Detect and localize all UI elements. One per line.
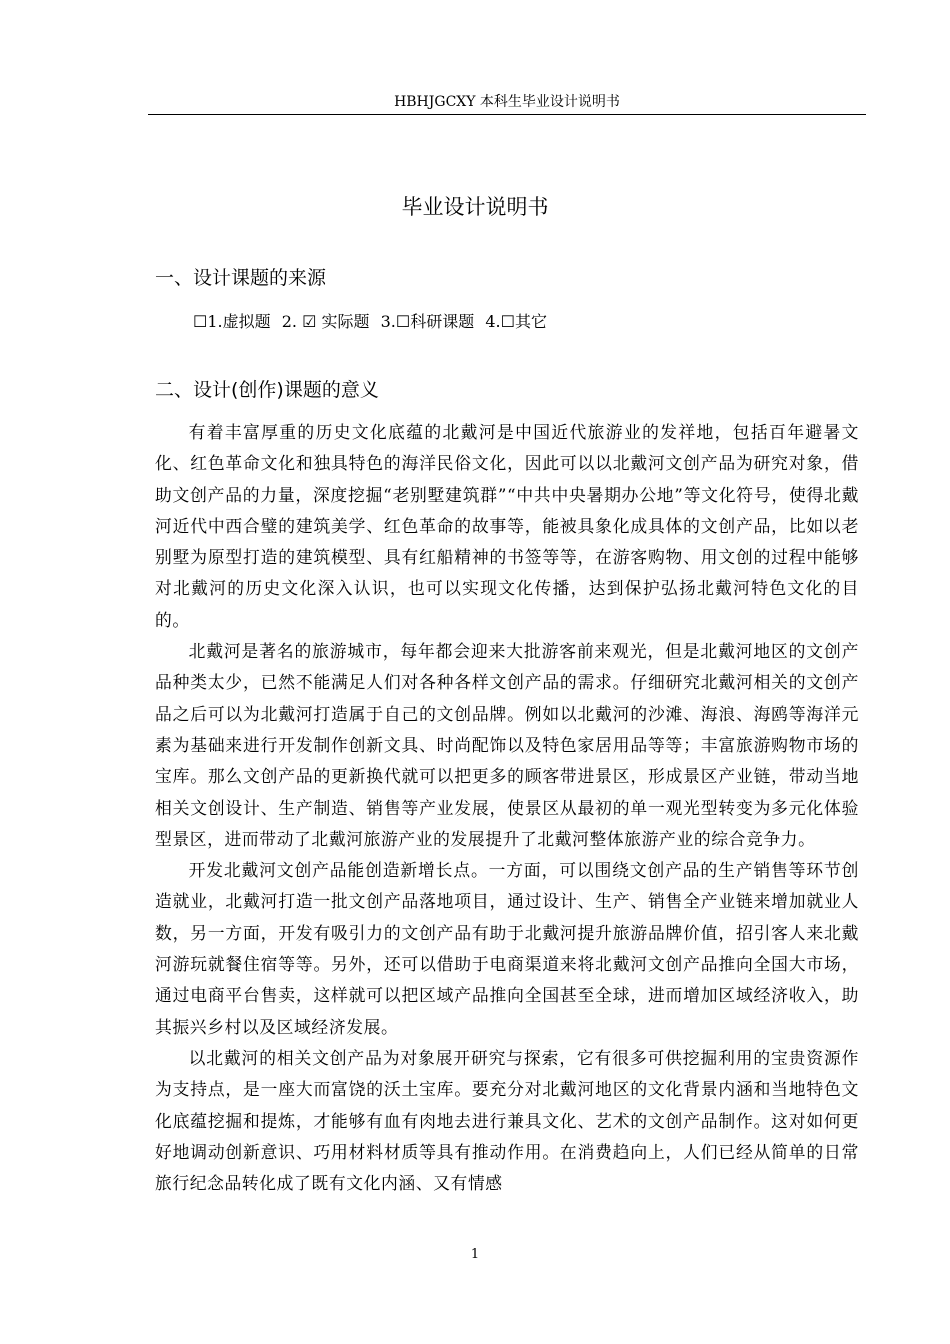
header-text: HBHJGCXY 本科生毕业设计说明书 bbox=[394, 94, 620, 110]
section-heading-significance: 二、设计(创作)课题的意义 bbox=[155, 379, 379, 401]
option-other: 4.☐其它 bbox=[485, 312, 547, 331]
paragraph-2: 北戴河是著名的旅游城市，每年都会迎来大批游客前来观光，但是北戴河地区的文创产品种类太少，已然不能满足人们对各种各样文创产品的需求。仔细研究北戴河相关的文创产品之后可以为北戴河打造属于自己的文创品牌。例如以北戴河的沙滩、海浪、海鸥等海洋元素为基础来进行开发制作创新文具、时尚配饰以及特色家居用品等等；丰富旅游购物市场的宝库。那么文创产品的更新换代就可以把更多的顾客带进景区，形成景区产业链，带动当地相关文创设计、生产制造、销售等产业发展，使景区从最初的单一观光型转变为多元化体验型景区，进而带动了北戴河旅游产业的发展提升了北戴河整体旅游产业的综合竞争力。 bbox=[155, 641, 859, 849]
source-options bbox=[193, 310, 553, 334]
paragraph-1: 有着丰富厚重的历史文化底蕴的北戴河是中国近代旅游业的发祥地，包括百年避暑文化、红色革命文化和独具特色的海洋民俗文化，因此可以以北戴河文创产品为研究对象，借助文创产品的力量，深度挖掘“老别墅建筑群”“中共中央暑期办公地”等文化符号，使得北戴河近代中西合璧的建筑美学、红色革命的故事等，能被具象化成具体的文创产品，比如以老别墅为原型打造的建筑模型、具有红船精神的书签等等，在游客购物、用文创的过程中能够对北戴河的历史文化深入认识，也可以实现文化传播，达到保护弘扬北戴河特色文化的目的。 bbox=[155, 422, 859, 630]
body-text bbox=[155, 417, 859, 1199]
option-actual: 2. ☑ 实际题 bbox=[281, 312, 370, 331]
option-virtual: ☐1.虚拟题 bbox=[193, 312, 271, 331]
section-heading-source: 一、设计课题的来源 bbox=[155, 267, 327, 289]
paragraph-4: 以北戴河的相关文创产品为对象展开研究与探索，它有很多可供挖掘利用的宝贵资源作为支持点，是一座大而富饶的沃土宝库。要充分对北戴河地区的文化背景内涵和当地特色文化底蕴挖掘和提炼，才能够有血有肉地去进行兼具文化、艺术的文创产品制作。这对如何更好地调动创新意识、巧用材料材质等具有推动作用。在消费趋向上，人们已经从简单的日常旅行纪念品转化成了既有文化内涵、又有情感 bbox=[155, 1047, 859, 1194]
document-title: 毕业设计说明书 bbox=[401, 195, 549, 219]
page-header bbox=[148, 92, 866, 115]
paragraph-3: 开发北戴河文创产品能创造新增长点。一方面，可以围绕文创产品的生产销售等环节创造就业，北戴河打造一批文创产品落地项目，通过设计、生产、销售全产业链来增加就业人数，另一方面，开发有吸引力的文创产品有助于北戴河提升旅游品牌价值，招引客人来北戴河游玩就餐住宿等等。另外，还可以借助于电商渠道来将北戴河文创产品推向全国大市场，通过电商平台售卖，这样就可以把区域产品推向全国甚至全球，进而增加区域经济收入，助其振兴乡村以及区域经济发展。 bbox=[155, 860, 859, 1037]
page-number: 1 bbox=[470, 1247, 480, 1262]
option-research: 3.☐科研课题 bbox=[380, 312, 475, 331]
